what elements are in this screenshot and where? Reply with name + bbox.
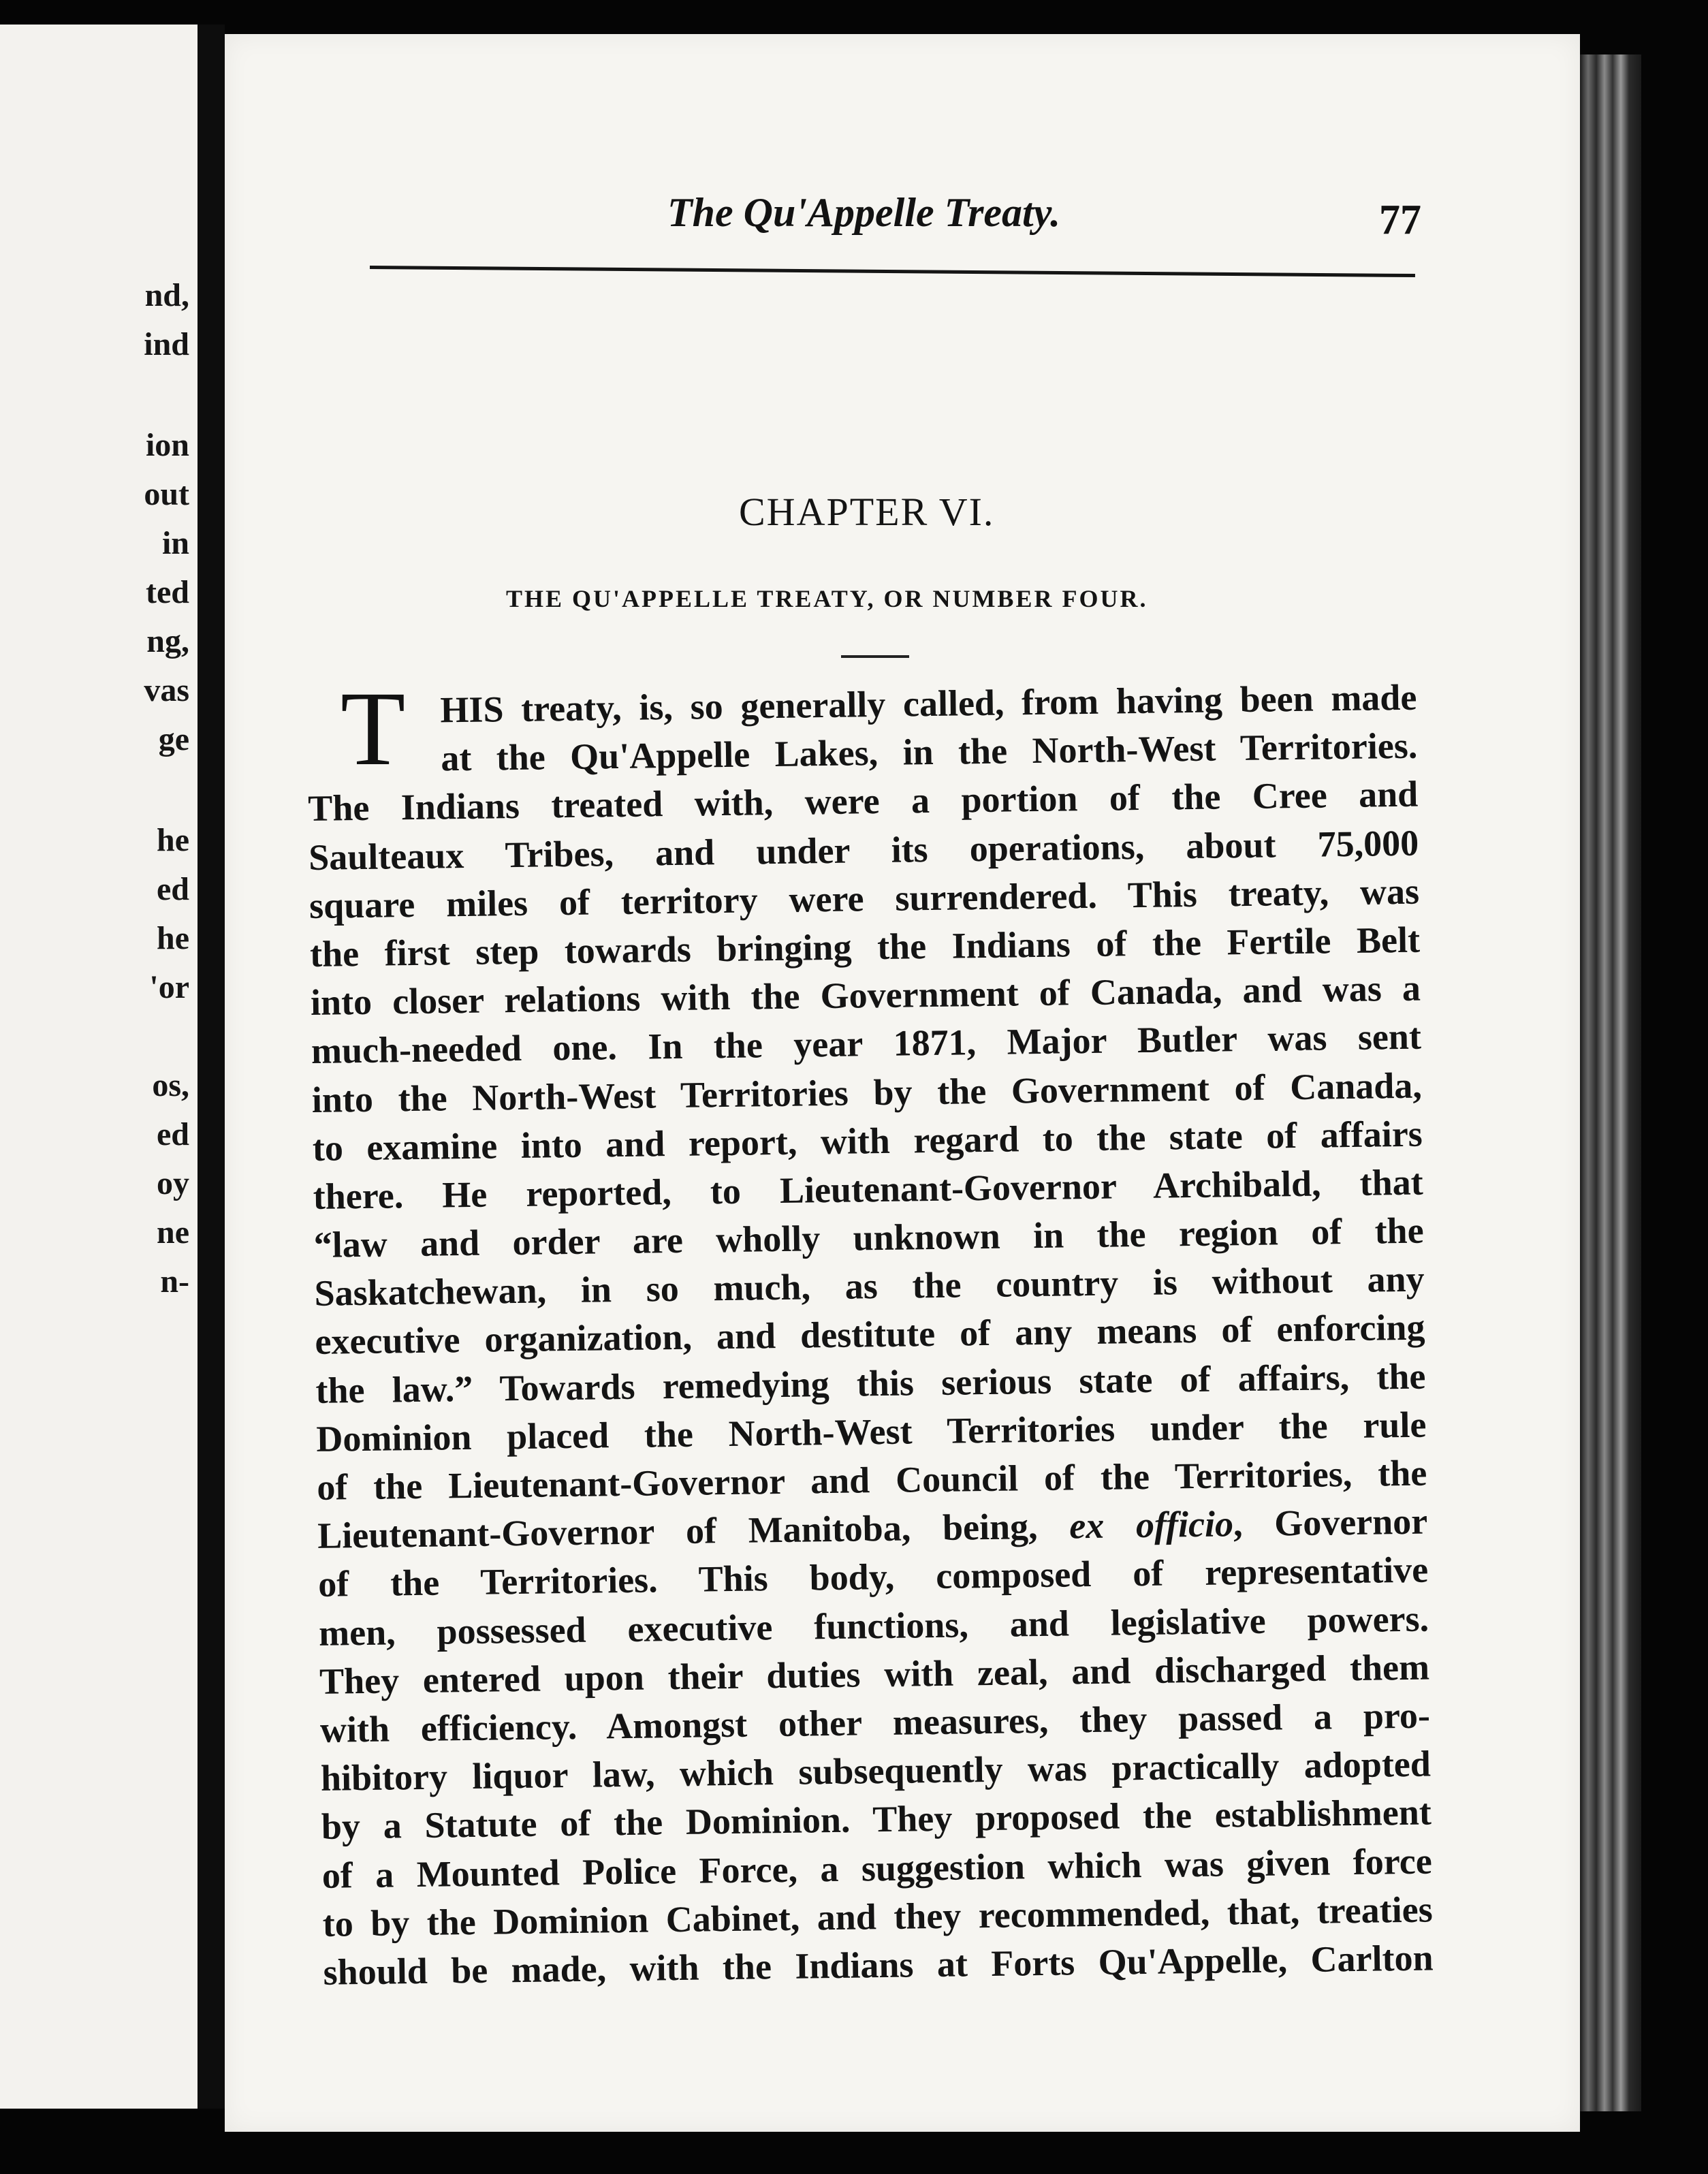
text-line: executive organization, and destitute of any means of enforcing (315, 1307, 1425, 1363)
fragment-line: ne (157, 1214, 189, 1250)
chapter-subtitle: THE QU'APPELLE TREATY, OR NUMBER FOUR. (506, 585, 1148, 612)
fragment-line: he (157, 920, 189, 956)
text-line: Dominion placed the North-West Territories under the rule (316, 1404, 1427, 1460)
facing-page (0, 25, 197, 2109)
text-line: much-needed one. In the year 1871, Major Butler was sent (311, 1015, 1422, 1072)
text-line: of a Mounted Police Force, a suggestion which was given force (321, 1840, 1433, 1896)
text-line: Saskatchewan, in so much, as the country is without any (314, 1258, 1425, 1314)
fragment-line: he (157, 822, 189, 858)
running-head: The Qu'Appelle Treaty. (667, 190, 1061, 235)
fragment-line: out (144, 476, 189, 512)
text-line: into closer relations with the Government of Canada, and was a (310, 967, 1421, 1024)
fragment-line: ge (158, 721, 189, 757)
drop-cap: T (341, 669, 406, 787)
text-line: the first step towards bringing the Indians of the Fertile Belt (309, 919, 1421, 975)
text-line: at the Qu'Appelle Lakes, in the North-West Territories. (440, 725, 1418, 779)
fragment-line: ng, (146, 623, 189, 659)
italic-phrase: ex officio (1069, 1503, 1234, 1547)
text-line: with efficiency. Amongst other measures, they passed a pro- (319, 1695, 1431, 1750)
text-line: to examine into and report, with regard to the state of affairs (312, 1113, 1423, 1169)
text-line: of the Territories. This body, composed of representative (317, 1549, 1429, 1605)
fragment-line: ind (144, 326, 189, 362)
body-paragraph (306, 669, 1434, 1997)
text-line: to by the Dominion Cabinet, and they recommended, that, treaties (322, 1889, 1434, 1944)
text-line: men, possessed executive functions, and legislative powers. (318, 1598, 1429, 1654)
fragment-line: ion (145, 427, 189, 463)
text-segment: Lieutenant-Governor of Manitoba, being, (317, 1505, 1070, 1557)
fragment-line: vas (144, 672, 189, 708)
fragment-line: ted (146, 574, 189, 610)
text-line: by a Statute of the Dominion. They proposed the establishment (321, 1791, 1432, 1848)
text-line: They entered upon their duties with zeal, and discharged them (319, 1646, 1430, 1702)
fragment-line: ed (157, 871, 189, 907)
chapter-title: CHAPTER VI. (739, 490, 995, 534)
text-line: should be made, with the Indians at Forts Qu'Appelle, Carlton (323, 1937, 1434, 1993)
fragment-line: os, (152, 1067, 189, 1103)
fragment-line: in (161, 525, 189, 561)
text-line: there. He reported, to Lieutenant-Governor Archibald, that (313, 1161, 1424, 1217)
book-gutter (197, 25, 225, 2109)
page-number: 77 (1379, 197, 1421, 243)
fragment-line: ed (157, 1116, 189, 1152)
text-line: “law and order are wholly unknown in the region of the (313, 1210, 1424, 1265)
text-line: HIS treaty, is, so generally called, from having been made (440, 676, 1417, 731)
fragment-line: 'or (149, 969, 189, 1005)
text-line: of the Lieutenant-Governor and Council of the Territories, the (316, 1452, 1427, 1508)
text-segment: , Governor (1233, 1500, 1428, 1545)
fragment-line: oy (157, 1165, 189, 1201)
text-line: Saulteaux Tribes, and under its operations, about 75,000 (308, 822, 1419, 878)
text-line: the law.” Towards remedying this serious state of affairs, the (315, 1355, 1426, 1411)
section-divider (841, 655, 909, 658)
fragment-line: nd, (144, 277, 189, 313)
text-line: The Indians treated with, were a portion of the Cree and (307, 774, 1419, 830)
text-line: hibitory liquor law, which subsequently was practically adopted (320, 1743, 1432, 1799)
page-edges (1580, 54, 1641, 2111)
fragment-line: n- (160, 1263, 189, 1299)
text-line: square miles of territory were surrendered. This treaty, was (309, 870, 1420, 926)
text-line: into the North-West Territories by the Government of Canada, (311, 1065, 1423, 1120)
